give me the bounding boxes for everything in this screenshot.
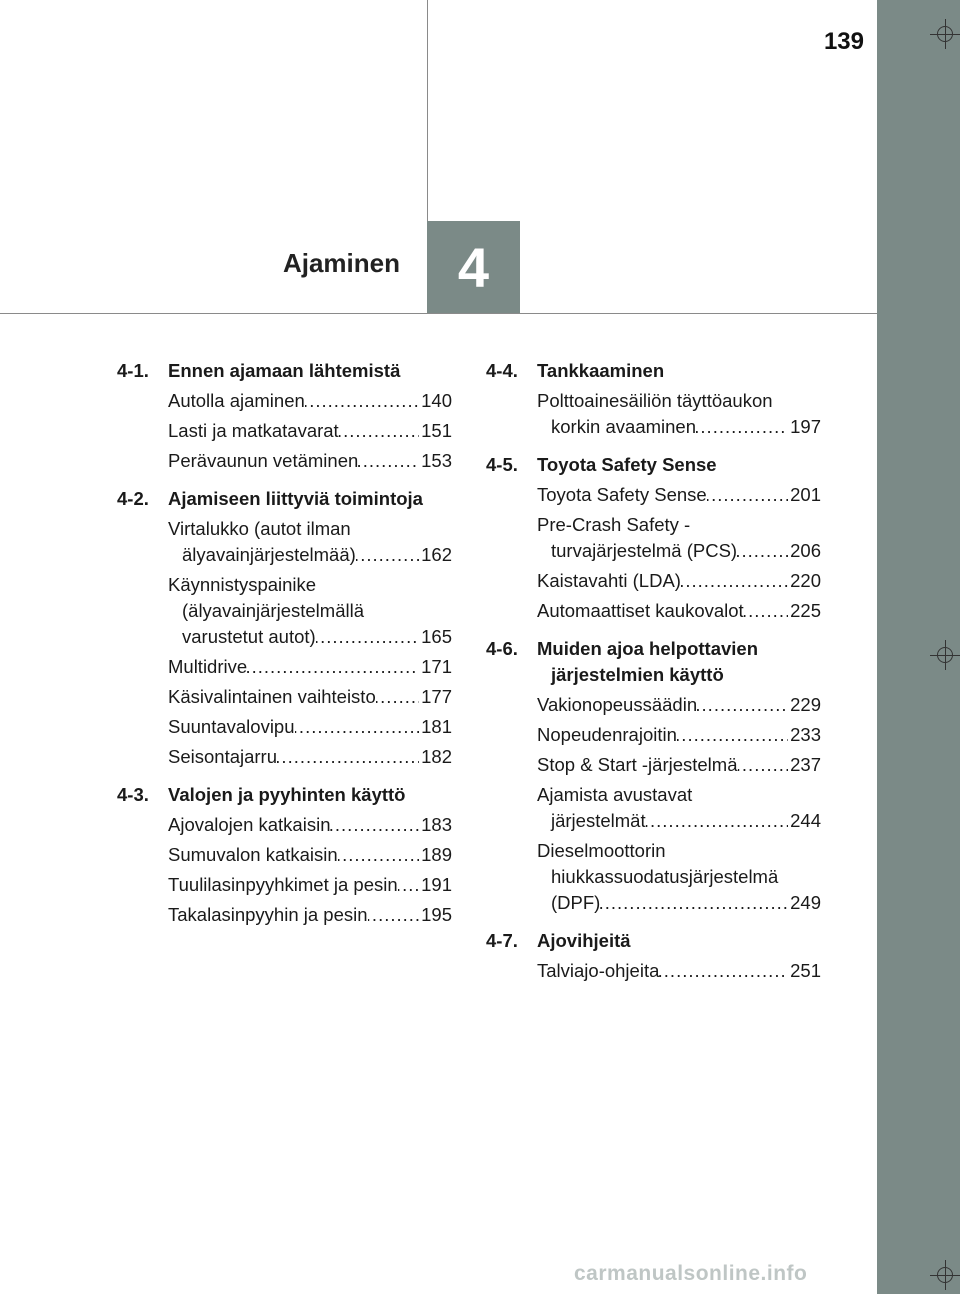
toc-entry-label-wrap <box>537 722 788 748</box>
toc-entry-label-wrap <box>168 388 419 414</box>
toc-entry-page: 140 <box>421 390 452 411</box>
toc-entry-label: Dieselmoottorin hiukkassuodatusjärjestelmä (DPF) <box>537 840 779 913</box>
toc-entry-page: 151 <box>421 420 452 441</box>
toc-entry[interactable] <box>168 714 452 740</box>
toc-entry[interactable] <box>537 512 821 564</box>
chapter-number: 4 <box>457 235 490 299</box>
toc-entry[interactable] <box>537 482 821 508</box>
toc-entry[interactable] <box>168 812 452 838</box>
toc-entry-label-wrap <box>168 572 419 650</box>
toc-entry[interactable] <box>168 572 452 650</box>
page-number: 139 <box>823 28 864 55</box>
section-body <box>537 452 821 628</box>
registration-mark-icon <box>930 19 960 49</box>
toc-entry-label: Ajovalojen katkaisin <box>168 814 331 835</box>
toc-entry-label: Tuulilasinpyyhkimet ja pesin <box>168 874 398 895</box>
section-number: 4-4. <box>486 360 518 381</box>
toc-entry-label: Käynnistyspainike (älyavainjärjestelmällä varustetut autot) <box>168 574 364 647</box>
toc-entry[interactable] <box>168 654 452 680</box>
toc-entry[interactable] <box>168 418 452 444</box>
watermark-footer: carmanualsonline.info <box>574 1262 808 1285</box>
toc-entry-label: Toyota Safety Sense <box>537 484 707 505</box>
toc-entry-label-wrap <box>537 482 788 508</box>
chapter-title: Ajaminen <box>282 248 400 278</box>
section-title[interactable]: Ajamiseen liittyviä toimintoja <box>168 488 423 509</box>
toc-left-column <box>117 358 452 932</box>
toc-entry-label-wrap <box>537 512 788 564</box>
toc-entry-label-wrap <box>537 838 788 916</box>
toc-entry[interactable] <box>168 388 452 414</box>
toc-entry-page: 233 <box>790 724 821 745</box>
section-number: 4-7. <box>486 930 518 951</box>
section-title[interactable]: Muiden ajoa helpottavien järjestelmien käyttö <box>537 638 758 685</box>
toc-entry-page: 153 <box>421 450 452 471</box>
toc-entry[interactable] <box>537 388 821 440</box>
toc-entry-label-wrap <box>168 902 419 928</box>
toc-entry-label: Sumuvalon katkaisin <box>168 844 338 865</box>
toc-entry[interactable] <box>537 782 821 834</box>
toc-entry-label: Polttoainesäiliön täyttöaukon korkin avaaminen <box>537 390 773 437</box>
toc-entry[interactable] <box>537 752 821 778</box>
section-title[interactable]: Ajovihjeitä <box>537 930 631 951</box>
toc-section <box>486 358 821 444</box>
toc-entry-label-wrap <box>537 388 788 440</box>
toc-entry-label-wrap <box>537 782 788 834</box>
toc-entry[interactable] <box>168 744 452 770</box>
toc-section <box>486 928 821 988</box>
section-number: 4-1. <box>117 360 149 381</box>
toc-entry-page: 206 <box>790 540 821 561</box>
registration-mark-icon <box>930 1260 960 1290</box>
toc-entry-label-wrap <box>168 744 419 770</box>
toc-entry-page: 195 <box>421 904 452 925</box>
toc-entry-page: 249 <box>790 892 821 913</box>
toc-entry-label: Pre-Crash Safety -turvajärjestelmä (PCS) <box>537 514 738 561</box>
toc-entry-label: Nopeudenrajoitin <box>537 724 677 745</box>
toc-entry-label-wrap <box>537 692 788 718</box>
toc-entry-label: Perävaunun vetäminen <box>168 450 359 471</box>
toc-section <box>117 358 452 478</box>
toc-section <box>486 452 821 628</box>
toc-entry-label: Multidrive <box>168 656 248 677</box>
toc-entry-label: Suuntavalovipu <box>168 716 295 737</box>
toc-right-column <box>486 358 821 988</box>
toc-entry-label: Takalasinpyyhin ja pesin <box>168 904 368 925</box>
section-number: 4-2. <box>117 488 149 509</box>
section-number: 4-6. <box>486 638 518 659</box>
toc-entry[interactable] <box>168 448 452 474</box>
registration-mark-icon <box>930 640 960 670</box>
section-title[interactable]: Ennen ajamaan lähtemistä <box>168 360 401 381</box>
toc-entry-label-wrap <box>168 448 419 474</box>
toc-entry[interactable] <box>537 692 821 718</box>
toc-entry-page: 171 <box>421 656 452 677</box>
toc-entry-page: 177 <box>421 686 452 707</box>
toc-entry-page: 197 <box>790 416 821 437</box>
toc-entry-page: 191 <box>421 874 452 895</box>
toc-section <box>486 636 821 920</box>
toc-entry-label: Kaistavahti (LDA) <box>537 570 681 591</box>
toc-entry-label: Lasti ja matkatavarat <box>168 420 339 441</box>
toc-entry[interactable] <box>537 568 821 594</box>
toc-entry-label-wrap <box>168 812 419 838</box>
section-title[interactable]: Valojen ja pyyhinten käyttö <box>168 784 406 805</box>
toc-entry-label-wrap <box>168 714 419 740</box>
toc-entry[interactable] <box>168 684 452 710</box>
toc-entry-label-wrap <box>537 752 788 778</box>
toc-entry[interactable] <box>168 516 452 568</box>
section-body <box>168 358 452 478</box>
toc-entry-page: 183 <box>421 814 452 835</box>
toc-section <box>117 486 452 774</box>
toc-entry-label-wrap <box>168 654 419 680</box>
toc-entry[interactable] <box>537 722 821 748</box>
toc-entry-label: Talviajo-ohjeita <box>537 960 660 981</box>
toc-entry-page: 165 <box>421 626 452 647</box>
toc-entry-page: 189 <box>421 844 452 865</box>
toc-entry-label-wrap <box>168 842 419 868</box>
section-number: 4-5. <box>486 454 518 475</box>
section-body <box>537 928 821 988</box>
toc-entry-page: 201 <box>790 484 821 505</box>
toc-entry-page: 181 <box>421 716 452 737</box>
toc-entry-label: Virtalukko (autot ilman älyavainjärjestelmää) <box>168 518 356 565</box>
header-vertical-rule <box>427 0 428 222</box>
toc-entry-page: 229 <box>790 694 821 715</box>
header-horizontal-rule <box>0 313 877 314</box>
toc-entry-label: Autolla ajaminen <box>168 390 305 411</box>
toc-entry[interactable] <box>537 958 821 984</box>
toc-entry[interactable] <box>168 842 452 868</box>
toc-entry-label: Seisontajarru <box>168 746 278 767</box>
toc-section <box>117 782 452 932</box>
toc-entry-label-wrap <box>168 516 419 568</box>
section-body <box>168 782 452 932</box>
chapter-number-box <box>427 221 520 313</box>
section-body <box>537 358 821 444</box>
toc-entry-label-wrap <box>168 418 419 444</box>
toc-entry-page: 182 <box>421 746 452 767</box>
toc-entry-label: Vakionopeussäädin <box>537 694 698 715</box>
toc-entry[interactable] <box>168 872 452 898</box>
toc-entry[interactable] <box>537 838 821 916</box>
toc-entry[interactable] <box>168 902 452 928</box>
toc-entry-page: 220 <box>790 570 821 591</box>
toc-entry-label-wrap <box>537 958 788 984</box>
toc-entry-page: 244 <box>790 810 821 831</box>
toc-entry-label: Stop & Start -järjestelmä <box>537 754 738 775</box>
toc-entry-label: Ajamista avustavat järjestelmät <box>537 784 693 831</box>
toc-entry-label-wrap <box>537 568 788 594</box>
toc-entry[interactable] <box>537 598 821 624</box>
toc-entry-label-wrap <box>537 598 788 624</box>
toc-entry-label-wrap <box>168 872 419 898</box>
toc-entry-page: 162 <box>421 544 452 565</box>
toc-entry-page: 237 <box>790 754 821 775</box>
section-body <box>168 486 452 774</box>
toc-entry-page: 251 <box>790 960 821 981</box>
toc-entry-label: Käsivalintainen vaihteisto <box>168 686 376 707</box>
section-number: 4-3. <box>117 784 149 805</box>
toc-entry-page: 225 <box>790 600 821 621</box>
section-body <box>537 636 821 920</box>
section-title[interactable]: Tankkaaminen <box>537 360 665 381</box>
section-title[interactable]: Toyota Safety Sense <box>537 454 717 475</box>
toc-entry-label: Automaattiset kaukovalot <box>537 600 744 621</box>
toc-entry-label-wrap <box>168 684 419 710</box>
